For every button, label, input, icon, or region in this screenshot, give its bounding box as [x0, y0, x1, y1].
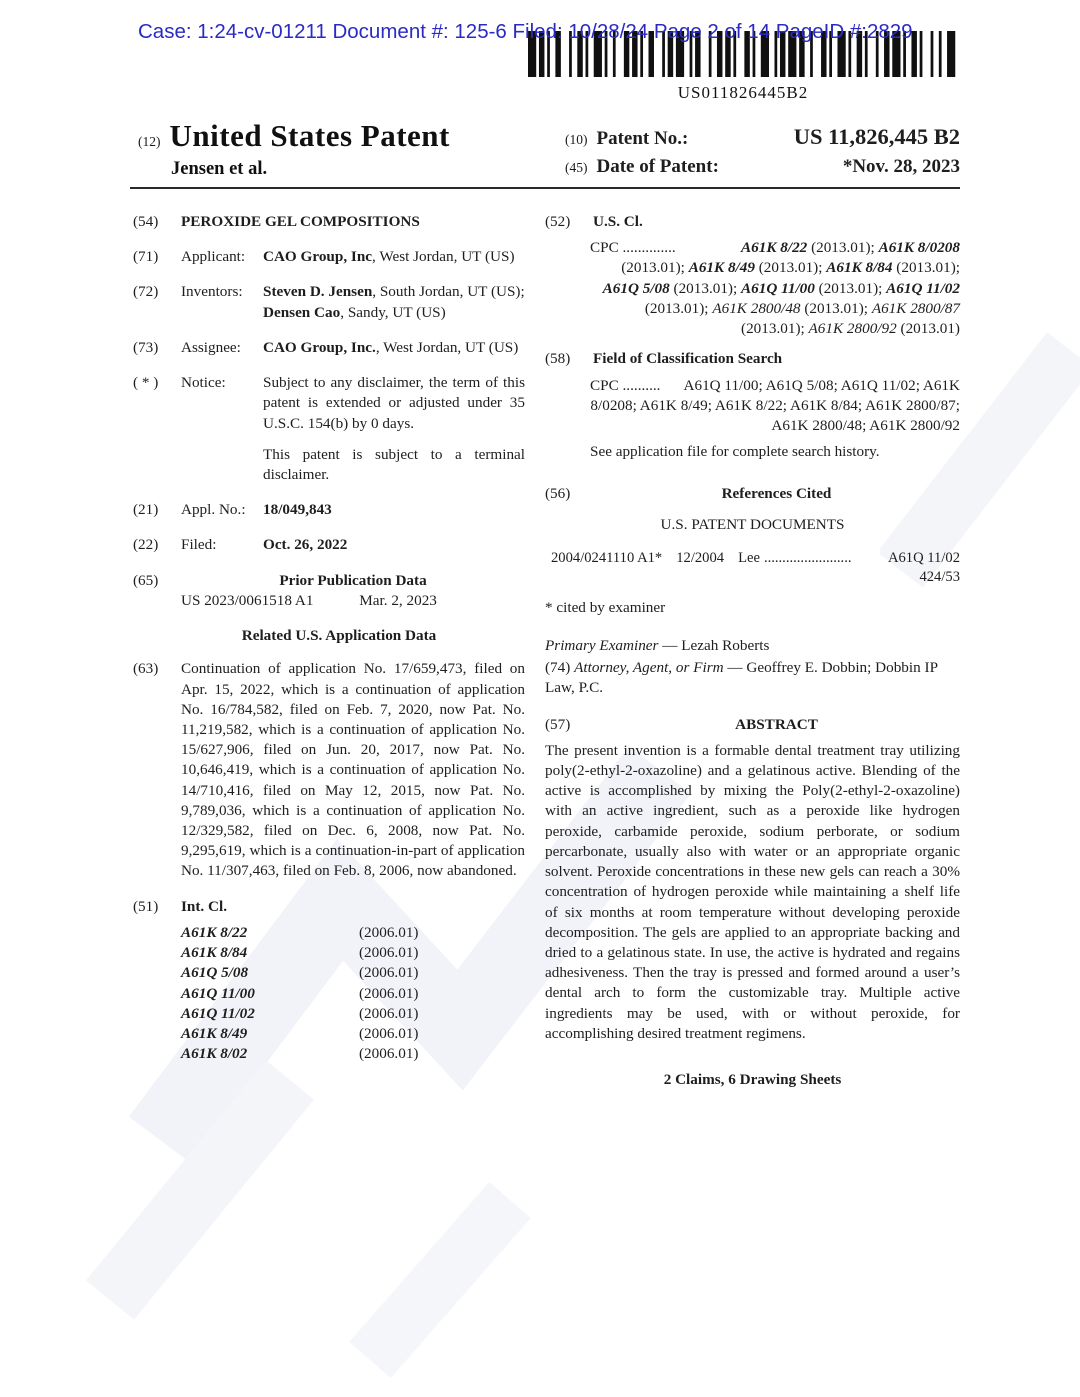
int-cl-row: [181, 984, 525, 1004]
left-column: [133, 212, 525, 1064]
reference-classification: A61Q 11/02: [887, 549, 960, 566]
date-of-patent-label: Date of Patent:: [596, 156, 719, 177]
int-cl-row: [181, 1024, 525, 1044]
reference-date: 12/2004: [676, 549, 725, 566]
field-73-assignee: [133, 338, 525, 358]
notice-field: [133, 373, 525, 485]
int-cl-code: A61K 8/02: [181, 1045, 248, 1063]
cpc-code: A61Q 5/08: [602, 279, 670, 297]
cpc-version: (2013.01);: [800, 299, 872, 317]
field-58-number: (58): [545, 350, 571, 368]
search-classifications: [590, 376, 960, 437]
int-cl-version: (2006.01): [359, 1004, 419, 1022]
inventors-value: [263, 282, 525, 322]
header-left: [138, 118, 450, 180]
publication-date: Mar. 2, 2023: [359, 591, 437, 609]
inventor-1-name: Steven D. Jensen: [263, 283, 373, 301]
cpc-version: (2013.01);: [807, 239, 879, 257]
int-cl-code: A61Q 11/00: [181, 984, 255, 1002]
int-cl-version: (2006.01): [359, 984, 419, 1002]
field-12-number: (12): [138, 134, 161, 149]
search-codes: A61Q 11/00; A61Q 5/08; A61Q 11/02; A61K 8/0208; A61K 8/49; A61K 8/22; A61K 8/84; A61K 2800/87; A61K 2800/48; A61K 2800/92: [590, 376, 960, 434]
cpc-version: (2013.01);: [621, 259, 689, 277]
field-72-number: (72): [133, 283, 159, 301]
applicant-value: [263, 247, 525, 267]
field-51-int-cl: [133, 897, 525, 917]
field-57-abstract: [545, 715, 960, 735]
filed-label: Filed:: [181, 536, 217, 554]
primary-examiner-line: [545, 636, 960, 656]
field-54-title: [133, 212, 525, 232]
related-data-heading: Related U.S. Application Data: [241, 627, 437, 645]
cpc-code: A61K 8/84: [826, 259, 893, 277]
cpc-version: (2013.01);: [754, 259, 827, 277]
int-cl-row: [181, 963, 525, 983]
applicant-name: CAO Group, Inc: [263, 248, 373, 266]
patent-no-label: Patent No.:: [596, 128, 689, 149]
field-22-number: (22): [133, 536, 159, 554]
int-cl-row: [181, 943, 525, 963]
field-45-number: (45): [565, 160, 588, 175]
cpc-code: A61K 2800/87: [871, 299, 960, 317]
right-column: [545, 212, 960, 1090]
cpc-label: CPC ..............: [590, 239, 676, 257]
primary-examiner-name: — Lezah Roberts: [658, 636, 770, 654]
field-58-classification-search: [545, 349, 960, 369]
reference-publication-number: 2004/0241110 A1*: [551, 549, 663, 566]
assignee-name: CAO Group, Inc.: [263, 338, 376, 356]
assignee-value: [263, 338, 525, 358]
cpc-label: CPC ..........: [590, 376, 661, 394]
attorney-name: — Geoffrey E. Dobbin; Dobbin IP Law, P.C.: [545, 659, 938, 697]
field-65-number: (65): [133, 571, 159, 589]
notice-text: Subject to any disclaimer, the term of this patent is extended or adjusted under 35 U.S.C. 154(b) by 0 days.: [263, 374, 525, 432]
reference-leader-dots: ........................: [763, 549, 852, 566]
invention-title: PEROXIDE GEL COMPOSITIONS: [181, 213, 420, 230]
cited-by-examiner-note: * cited by examiner: [545, 598, 666, 616]
field-71-number: (71): [133, 248, 159, 266]
inventor-2-name: Densen Cao: [263, 303, 341, 321]
cpc-code: A61K 8/0208: [878, 239, 960, 257]
continuation-history-text: Continuation of application No. 17/659,473, filed on Apr. 15, 2022, which is a continuation of application No. 16/784,582, filed on Feb. 7, 2020, now Pat. No. 11,219,582, which is a continuation of application No. 15/627,906, filed on Jun. 20, 2017, now Pat. No. 10,646,419, which is a continuation of application No. 14/710,416, filed on May 12, 2015, now Pat. No. 9,789,036, which is a continuation of application No. 12/329,582, filed on Dec. 6, 2008, now Pat. No. 9,295,619, which is a continuation-in-part of application No. 11/307,463, filed on Feb. 8, 2006, now abandoned.: [181, 660, 525, 880]
int-cl-label: Int. Cl.: [181, 897, 227, 915]
inventor-1-location: , South Jordan, UT (US);: [372, 283, 525, 301]
patent-number: US 11,826,445 B2: [793, 124, 960, 149]
header-right: [565, 124, 960, 184]
field-63-number: (63): [133, 660, 159, 678]
primary-examiner-label: Primary Examiner: [545, 636, 659, 654]
notice-label: Notice:: [181, 374, 226, 392]
claims-drawing-sheets-line: 2 Claims, 6 Drawing Sheets: [663, 1071, 842, 1089]
attorney-label: Attorney, Agent, or Firm: [574, 659, 724, 677]
int-cl-row: [181, 923, 525, 943]
field-56-references: [545, 484, 960, 504]
notice-number: ( * ): [133, 374, 159, 392]
cpc-code: A61K 8/22: [741, 239, 808, 257]
cpc-version: (2013.01);: [814, 279, 887, 297]
inventor-2-location: , Sandy, UT (US): [340, 303, 446, 321]
field-52-us-cl: [545, 212, 960, 232]
cpc-code: A61K 2800/48: [712, 299, 801, 317]
us-cl-label: U.S. Cl.: [593, 213, 643, 230]
int-cl-code: A61Q 11/02: [181, 1004, 255, 1022]
references-cited-heading: References Cited: [721, 485, 832, 503]
cpc-code: A61K 2800/92: [808, 320, 897, 338]
applicant-label: Applicant:: [181, 248, 246, 266]
field-51-number: (51): [133, 897, 159, 915]
appl-no-value: 18/049,843: [263, 501, 332, 519]
field-65-prior-pub: [133, 571, 525, 591]
terminal-disclaimer-text: This patent is subject to a terminal disclaimer.: [263, 445, 525, 483]
prior-publication-heading: Prior Publication Data: [279, 571, 427, 589]
cpc-code: A61K 8/49: [688, 259, 755, 277]
cpc-version: (2013.01): [896, 320, 960, 338]
field-52-number: (52): [545, 213, 571, 230]
cpc-version: (2013.01);: [644, 299, 713, 317]
field-74-number: (74): [545, 659, 571, 677]
field-22-filed: [133, 535, 525, 555]
int-cl-code: A61K 8/84: [181, 944, 248, 962]
field-72-inventors: [133, 282, 525, 322]
int-cl-row: [181, 1044, 525, 1064]
date-of-patent: *Nov. 28, 2023: [842, 156, 960, 177]
us-patent-documents-heading: U.S. PATENT DOCUMENTS: [660, 515, 845, 533]
abstract-text: The present invention is a formable dental treatment tray utilizing poly(2-ethyl-2-oxazoline) and a gelatinous active. Blending of the active is accomplished by mixing the Poly(2-ethyl-2-oxazoline) with an active ingredient, such as a peroxide like hydrogen peroxide, carbamide peroxide, sodium perborate, or sodium percarbonate, usually also with water or an appropriate organic solvent. Peroxide concentrations in these new gels can reach a 30% concentration of hydrogen peroxide while maintaining a shelf life of six months at room temperature without developing peroxide decomposition. The gels are applied to an appropriate backing and dried to a gelatinous state. In use, the active is hydrated and regains adhesiveness. Then the tray is pressed and formed around a user’s dental arch to form the customizable tray. Multiple active ingredients may be used, with or without peroxide, for accomplishing desired treatment regimens.: [545, 741, 960, 1042]
int-cl-code: A61Q 5/08: [181, 964, 249, 982]
attorney-line: [545, 658, 960, 698]
search-history-note: See application file for complete search history.: [590, 443, 880, 461]
reference-classification-2: 424/53: [919, 569, 960, 586]
field-54-number: (54): [133, 213, 159, 230]
field-57-number: (57): [545, 715, 571, 733]
cpc-code: A61Q 11/02: [886, 279, 960, 297]
inventors-short: Jensen et al.: [171, 159, 268, 179]
field-73-number: (73): [133, 338, 159, 356]
field-63-continuation: [133, 659, 525, 881]
field-21-appl-no: [133, 500, 525, 520]
field-10-number: (10): [565, 132, 588, 147]
filed-date: Oct. 26, 2022: [263, 536, 348, 554]
reference-entry: [551, 549, 960, 568]
header-divider: [130, 187, 960, 189]
case-stamp: Case: 1:24-cv-01211 Document #: 125-6 Filed: 10/28/24 Page 2 of 14 PageID #:2829: [138, 20, 913, 43]
reference-inventor: Lee: [738, 549, 760, 566]
abstract-heading: ABSTRACT: [735, 715, 818, 733]
cpc-version: (2013.01);: [741, 320, 809, 338]
field-21-number: (21): [133, 501, 159, 519]
int-cl-version: (2006.01): [359, 923, 419, 941]
inventors-label: Inventors:: [181, 283, 243, 301]
field-71-applicant: [133, 247, 525, 267]
cpc-classifications: [590, 238, 960, 339]
int-cl-version: (2006.01): [359, 944, 419, 962]
field-56-number: (56): [545, 485, 571, 503]
publication-number: US 2023/0061518 A1: [181, 591, 314, 609]
int-cl-code: A61K 8/22: [181, 923, 248, 941]
field-of-search-label: Field of Classification Search: [593, 350, 783, 368]
assignee-label: Assignee:: [181, 338, 241, 356]
int-cl-version: (2006.01): [359, 1045, 419, 1063]
int-cl-version: (2006.01): [359, 1025, 419, 1042]
prior-publication-entry: [181, 591, 525, 611]
int-cl-code: A61K 8/49: [181, 1025, 248, 1042]
applicant-location: , West Jordan, UT (US): [372, 248, 515, 266]
page-title: United States Patent: [169, 118, 450, 153]
int-cl-row: [181, 1004, 525, 1024]
appl-no-label: Appl. No.:: [181, 501, 246, 519]
assignee-location: , West Jordan, UT (US): [375, 338, 519, 356]
int-cl-version: (2006.01): [359, 964, 419, 982]
cpc-version: (2013.01);: [892, 259, 960, 277]
cpc-version: (2013.01);: [669, 279, 742, 297]
cpc-code: A61Q 11/00: [741, 279, 815, 297]
barcode-number: US011826445B2: [677, 83, 809, 102]
